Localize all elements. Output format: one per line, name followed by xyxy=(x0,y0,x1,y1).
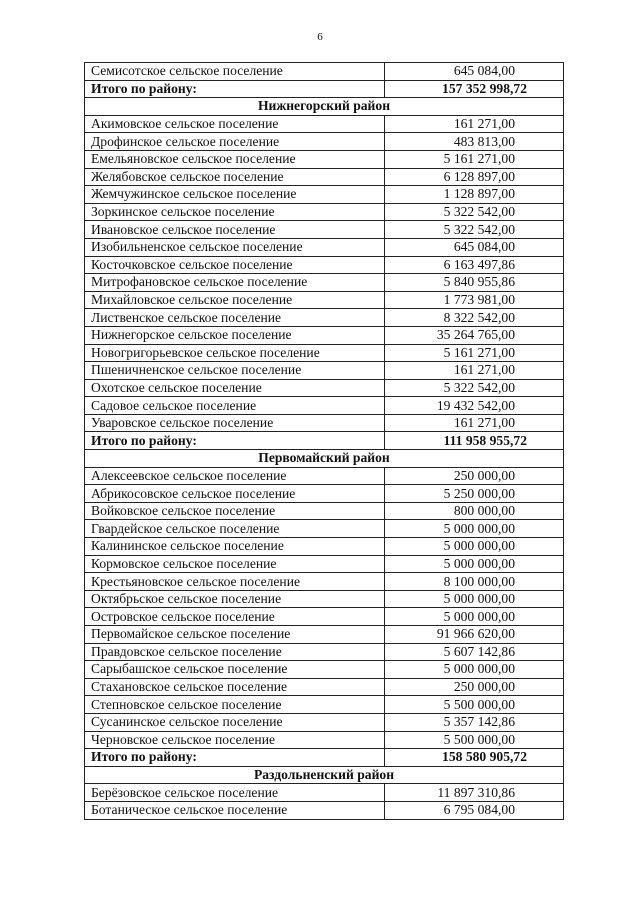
settlement-row xyxy=(85,661,564,679)
settlement-row xyxy=(85,115,564,133)
settlement-row xyxy=(85,520,564,538)
settlement-row xyxy=(85,502,564,520)
district-header-row xyxy=(85,98,564,116)
settlement-name: Изобильненское сельское поселение xyxy=(85,238,385,256)
total-label: Итого по району: xyxy=(85,749,385,767)
settlement-name: Лиственское сельское поселение xyxy=(85,309,385,327)
settlement-row xyxy=(85,256,564,274)
settlement-name: Зоркинское сельское поселение xyxy=(85,203,385,221)
settlement-name: Митрофановское сельское поселение xyxy=(85,274,385,292)
settlement-row xyxy=(85,221,564,239)
settlement-name: Охотское сельское поселение xyxy=(85,379,385,397)
settlement-name: Жемчужинское сельское поселение xyxy=(85,186,385,204)
settlement-amount: 250 000,00 xyxy=(385,678,564,696)
settlement-amount: 5 840 955,86 xyxy=(385,274,564,292)
settlement-amount: 6 795 084,00 xyxy=(385,801,564,819)
district-name: Раздольненский район xyxy=(85,766,564,784)
settlement-amount: 91 966 620,00 xyxy=(385,626,564,644)
settlement-row xyxy=(85,538,564,556)
settlement-name: Берёзовское сельское поселение xyxy=(85,784,385,802)
settlement-row xyxy=(85,274,564,292)
settlement-amount: 5 000 000,00 xyxy=(385,608,564,626)
settlement-amount: 6 128 897,00 xyxy=(385,168,564,186)
settlement-name: Крестьяновское сельское поселение xyxy=(85,573,385,591)
total-label: Итого по району: xyxy=(85,80,385,98)
district-header-row xyxy=(85,766,564,784)
settlement-amount: 5 322 542,00 xyxy=(385,221,564,239)
settlement-name: Островское сельское поселение xyxy=(85,608,385,626)
settlement-name: Желябовское сельское поселение xyxy=(85,168,385,186)
settlement-amount: 5 607 142,86 xyxy=(385,643,564,661)
settlement-row xyxy=(85,309,564,327)
settlement-amount: 35 264 765,00 xyxy=(385,326,564,344)
settlement-name: Первомайское сельское поселение xyxy=(85,626,385,644)
settlement-name: Дрофинское сельское поселение xyxy=(85,133,385,151)
settlement-name: Войковское сельское поселение xyxy=(85,502,385,520)
settlement-name: Ботаническое сельское поселение xyxy=(85,801,385,819)
settlement-amount: 5 161 271,00 xyxy=(385,150,564,168)
page-number: 6 xyxy=(317,31,323,43)
settlement-row xyxy=(85,643,564,661)
settlement-name: Черновское сельское поселение xyxy=(85,731,385,749)
total-amount: 111 958 955,72 xyxy=(385,432,564,450)
settlement-row xyxy=(85,344,564,362)
settlement-amount: 8 322 542,00 xyxy=(385,309,564,327)
settlement-amount: 11 897 310,86 xyxy=(385,784,564,802)
district-total-row xyxy=(85,80,564,98)
budget-table xyxy=(84,62,564,820)
settlement-name: Сусанинское сельское поселение xyxy=(85,713,385,731)
settlement-row xyxy=(85,696,564,714)
settlement-amount: 5 000 000,00 xyxy=(385,590,564,608)
settlement-name: Кормовское сельское поселение xyxy=(85,555,385,573)
settlement-row xyxy=(85,713,564,731)
settlement-amount: 19 432 542,00 xyxy=(385,397,564,415)
total-amount: 157 352 998,72 xyxy=(385,80,564,98)
settlement-name: Емельяновское сельское поселение xyxy=(85,150,385,168)
settlement-amount: 8 100 000,00 xyxy=(385,573,564,591)
settlement-row xyxy=(85,150,564,168)
settlement-amount: 645 084,00 xyxy=(385,238,564,256)
settlement-amount: 5 000 000,00 xyxy=(385,661,564,679)
settlement-row xyxy=(85,555,564,573)
settlement-amount: 1 773 981,00 xyxy=(385,291,564,309)
settlement-row xyxy=(85,238,564,256)
settlement-name: Новогригорьевское сельское поселение xyxy=(85,344,385,362)
settlement-name: Ивановское сельское поселение xyxy=(85,221,385,239)
settlement-amount: 5 500 000,00 xyxy=(385,731,564,749)
settlement-name: Калининское сельское поселение xyxy=(85,538,385,556)
settlement-amount: 250 000,00 xyxy=(385,467,564,485)
settlement-row xyxy=(85,203,564,221)
settlement-amount: 5 322 542,00 xyxy=(385,379,564,397)
settlement-amount: 5 500 000,00 xyxy=(385,696,564,714)
total-amount: 158 580 905,72 xyxy=(385,749,564,767)
settlement-amount: 1 128 897,00 xyxy=(385,186,564,204)
settlement-name: Пшеничненское сельское поселение xyxy=(85,362,385,380)
district-total-row xyxy=(85,749,564,767)
settlement-name: Садовое сельское поселение xyxy=(85,397,385,415)
settlement-row xyxy=(85,485,564,503)
settlement-row xyxy=(85,63,564,81)
settlement-amount: 5 161 271,00 xyxy=(385,344,564,362)
settlement-name: Октябрьское сельское поселение xyxy=(85,590,385,608)
settlement-name: Акимовское сельское поселение xyxy=(85,115,385,133)
settlement-row xyxy=(85,626,564,644)
settlement-row xyxy=(85,784,564,802)
settlement-row xyxy=(85,379,564,397)
district-name: Первомайский район xyxy=(85,450,564,468)
settlement-row xyxy=(85,397,564,415)
settlement-name: Абрикосовское сельское поселение xyxy=(85,485,385,503)
settlement-name: Уваровское сельское поселение xyxy=(85,414,385,432)
settlement-amount: 5 322 542,00 xyxy=(385,203,564,221)
settlement-row xyxy=(85,291,564,309)
settlement-row xyxy=(85,186,564,204)
budget-table-body xyxy=(85,63,564,820)
settlement-name: Семисотское сельское поселение xyxy=(85,63,385,81)
settlement-amount: 645 084,00 xyxy=(385,63,564,81)
settlement-row xyxy=(85,467,564,485)
settlement-amount: 483 813,00 xyxy=(385,133,564,151)
settlement-amount: 5 357 142,86 xyxy=(385,713,564,731)
settlement-row xyxy=(85,326,564,344)
settlement-amount: 161 271,00 xyxy=(385,362,564,380)
settlement-name: Гвардейское сельское поселение xyxy=(85,520,385,538)
settlement-amount: 5 000 000,00 xyxy=(385,538,564,556)
settlement-name: Косточковское сельское поселение xyxy=(85,256,385,274)
settlement-row xyxy=(85,362,564,380)
settlement-row xyxy=(85,414,564,432)
settlement-amount: 6 163 497,86 xyxy=(385,256,564,274)
total-label: Итого по району: xyxy=(85,432,385,450)
settlement-name: Правдовское сельское поселение xyxy=(85,643,385,661)
settlement-name: Стахановское сельское поселение xyxy=(85,678,385,696)
settlement-name: Нижнегорское сельское поселение xyxy=(85,326,385,344)
settlement-amount: 5 000 000,00 xyxy=(385,520,564,538)
district-header-row xyxy=(85,450,564,468)
settlement-row xyxy=(85,678,564,696)
district-name: Нижнегорский район xyxy=(85,98,564,116)
settlement-name: Михайловское сельское поселение xyxy=(85,291,385,309)
settlement-amount: 5 000 000,00 xyxy=(385,555,564,573)
settlement-amount: 161 271,00 xyxy=(385,115,564,133)
settlement-row xyxy=(85,133,564,151)
settlement-row xyxy=(85,573,564,591)
settlement-name: Сарыбашское сельское поселение xyxy=(85,661,385,679)
settlement-row xyxy=(85,801,564,819)
settlement-row xyxy=(85,168,564,186)
settlement-row xyxy=(85,731,564,749)
settlement-name: Алексеевское сельское поселение xyxy=(85,467,385,485)
district-total-row xyxy=(85,432,564,450)
settlement-row xyxy=(85,608,564,626)
settlement-name: Степновское сельское поселение xyxy=(85,696,385,714)
settlement-amount: 800 000,00 xyxy=(385,502,564,520)
settlement-amount: 161 271,00 xyxy=(385,414,564,432)
settlement-row xyxy=(85,590,564,608)
settlement-amount: 5 250 000,00 xyxy=(385,485,564,503)
